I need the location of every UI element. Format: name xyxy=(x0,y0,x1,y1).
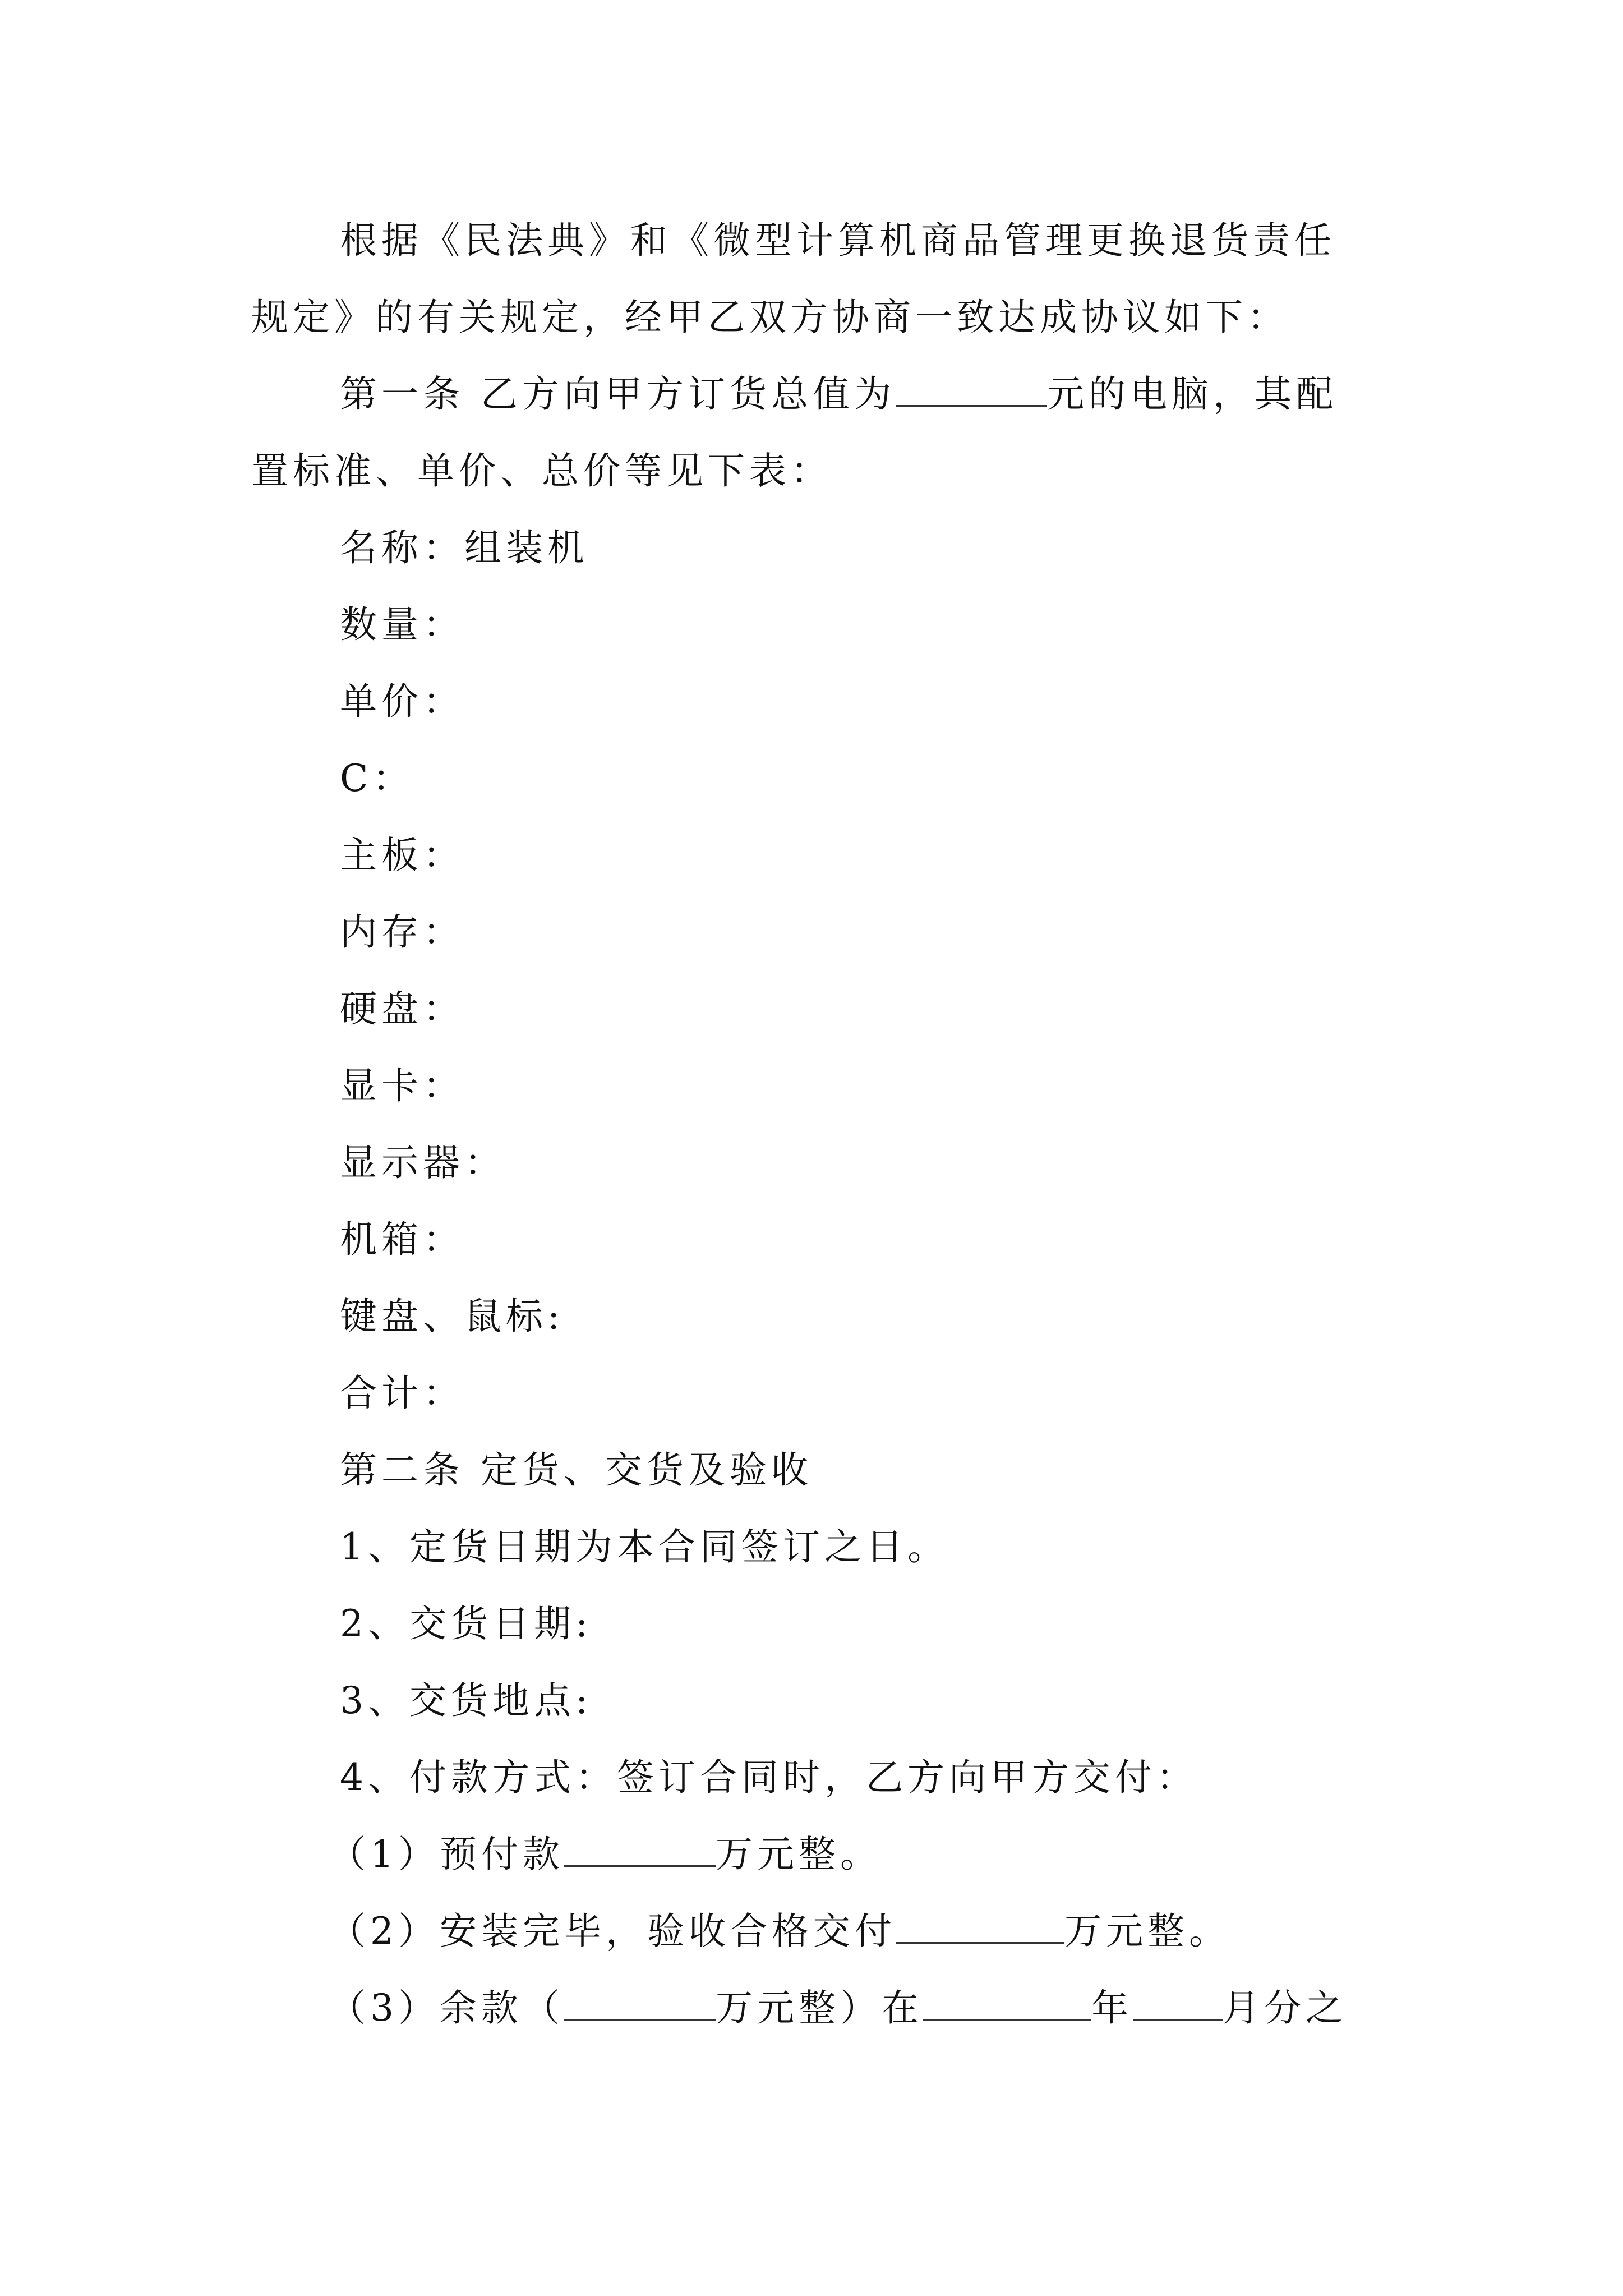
document-body xyxy=(251,202,1378,2046)
spec-item-hard-disk xyxy=(251,970,1378,1047)
spec-label: 显卡： xyxy=(340,1064,464,1107)
spec-item-motherboard xyxy=(251,817,1378,894)
spec-item-keyboard-mouse xyxy=(251,1278,1378,1355)
order-date-text: 1、定货日期为本合同签订之日。 xyxy=(340,1525,949,1568)
spec-label: C： xyxy=(340,757,414,800)
acceptance-payment-label: （2）安装完毕，验收合格交付 xyxy=(329,1910,896,1953)
spec-item-monitor xyxy=(251,1124,1378,1201)
article-2-item-3 xyxy=(251,1662,1378,1739)
spec-label: 内存： xyxy=(340,910,464,954)
balance-label: （3）余款（ xyxy=(329,1986,564,2030)
spec-label: 机箱： xyxy=(340,1218,464,1261)
spec-item-memory xyxy=(251,894,1378,970)
spec-label: 显示器： xyxy=(340,1141,506,1184)
article-1-text-a: 第一条 乙方向甲方订货总值为 xyxy=(340,372,896,416)
acceptance-payment-blank xyxy=(896,1912,1064,1944)
balance-amount-blank xyxy=(564,1989,716,2021)
spec-item-total xyxy=(251,1355,1378,1432)
balance-year-blank xyxy=(923,1989,1091,2021)
spec-item-graphics-card xyxy=(251,1047,1378,1124)
payment-sub-2 xyxy=(251,1893,1378,1970)
article-1-line-1 xyxy=(251,356,1378,432)
intro-text-1: 根据《民法典》和《微型计算机商品管理更换退货责任 xyxy=(340,219,1336,262)
payment-sub-1 xyxy=(251,1816,1378,1893)
spec-label: 合计： xyxy=(340,1372,464,1415)
spec-item-quantity xyxy=(251,586,1378,663)
spec-item-name xyxy=(251,509,1378,586)
intro-paragraph-line-2 xyxy=(251,279,1378,356)
article-2-item-2 xyxy=(251,1585,1378,1662)
spec-label: 硬盘： xyxy=(340,987,464,1030)
intro-paragraph-line-1 xyxy=(251,202,1378,279)
article-1-text-c: 置标准、单价、总价等见下表： xyxy=(251,449,832,493)
payment-method-text: 4、付款方式：签订合同时，乙方向甲方交付： xyxy=(340,1756,1198,1799)
article-2-title: 第二条 定货、交货及验收 xyxy=(340,1448,813,1492)
prepayment-label: （1）预付款 xyxy=(329,1833,564,1876)
article-1-line-2 xyxy=(251,432,1378,509)
delivery-place-text: 3、交货地点: xyxy=(340,1679,593,1722)
article-2-item-1 xyxy=(251,1508,1378,1585)
delivery-date-text: 2、交货日期: xyxy=(340,1602,593,1645)
payment-sub-3 xyxy=(251,1970,1378,2046)
spec-label: 单价： xyxy=(340,680,464,723)
total-value-blank xyxy=(896,375,1047,407)
prepayment-blank xyxy=(564,1835,716,1867)
article-1-text-b: 元的电脑，其配 xyxy=(1046,372,1338,416)
article-2-heading xyxy=(251,1432,1378,1508)
spec-label: 名称：组装机 xyxy=(340,526,589,569)
acceptance-payment-unit: 万元整。 xyxy=(1064,1910,1230,1953)
year-label: 年 xyxy=(1091,1986,1133,2030)
spec-item-cpu xyxy=(251,740,1378,817)
spec-label: 键盘、鼠标: xyxy=(340,1295,565,1338)
article-2-item-4 xyxy=(251,1739,1378,1816)
balance-month-blank xyxy=(1133,1989,1223,2021)
intro-text-2: 规定》的有关规定，经甲乙双方协商一致达成协议如下： xyxy=(251,296,1289,339)
prepayment-unit: 万元整。 xyxy=(716,1833,882,1876)
month-label: 月分之 xyxy=(1223,1986,1347,2030)
spec-label: 数量： xyxy=(340,603,464,646)
spec-label: 主板： xyxy=(340,834,464,877)
balance-unit: 万元整）在 xyxy=(716,1986,923,2030)
spec-item-unit-price xyxy=(251,663,1378,740)
spec-item-case xyxy=(251,1201,1378,1278)
